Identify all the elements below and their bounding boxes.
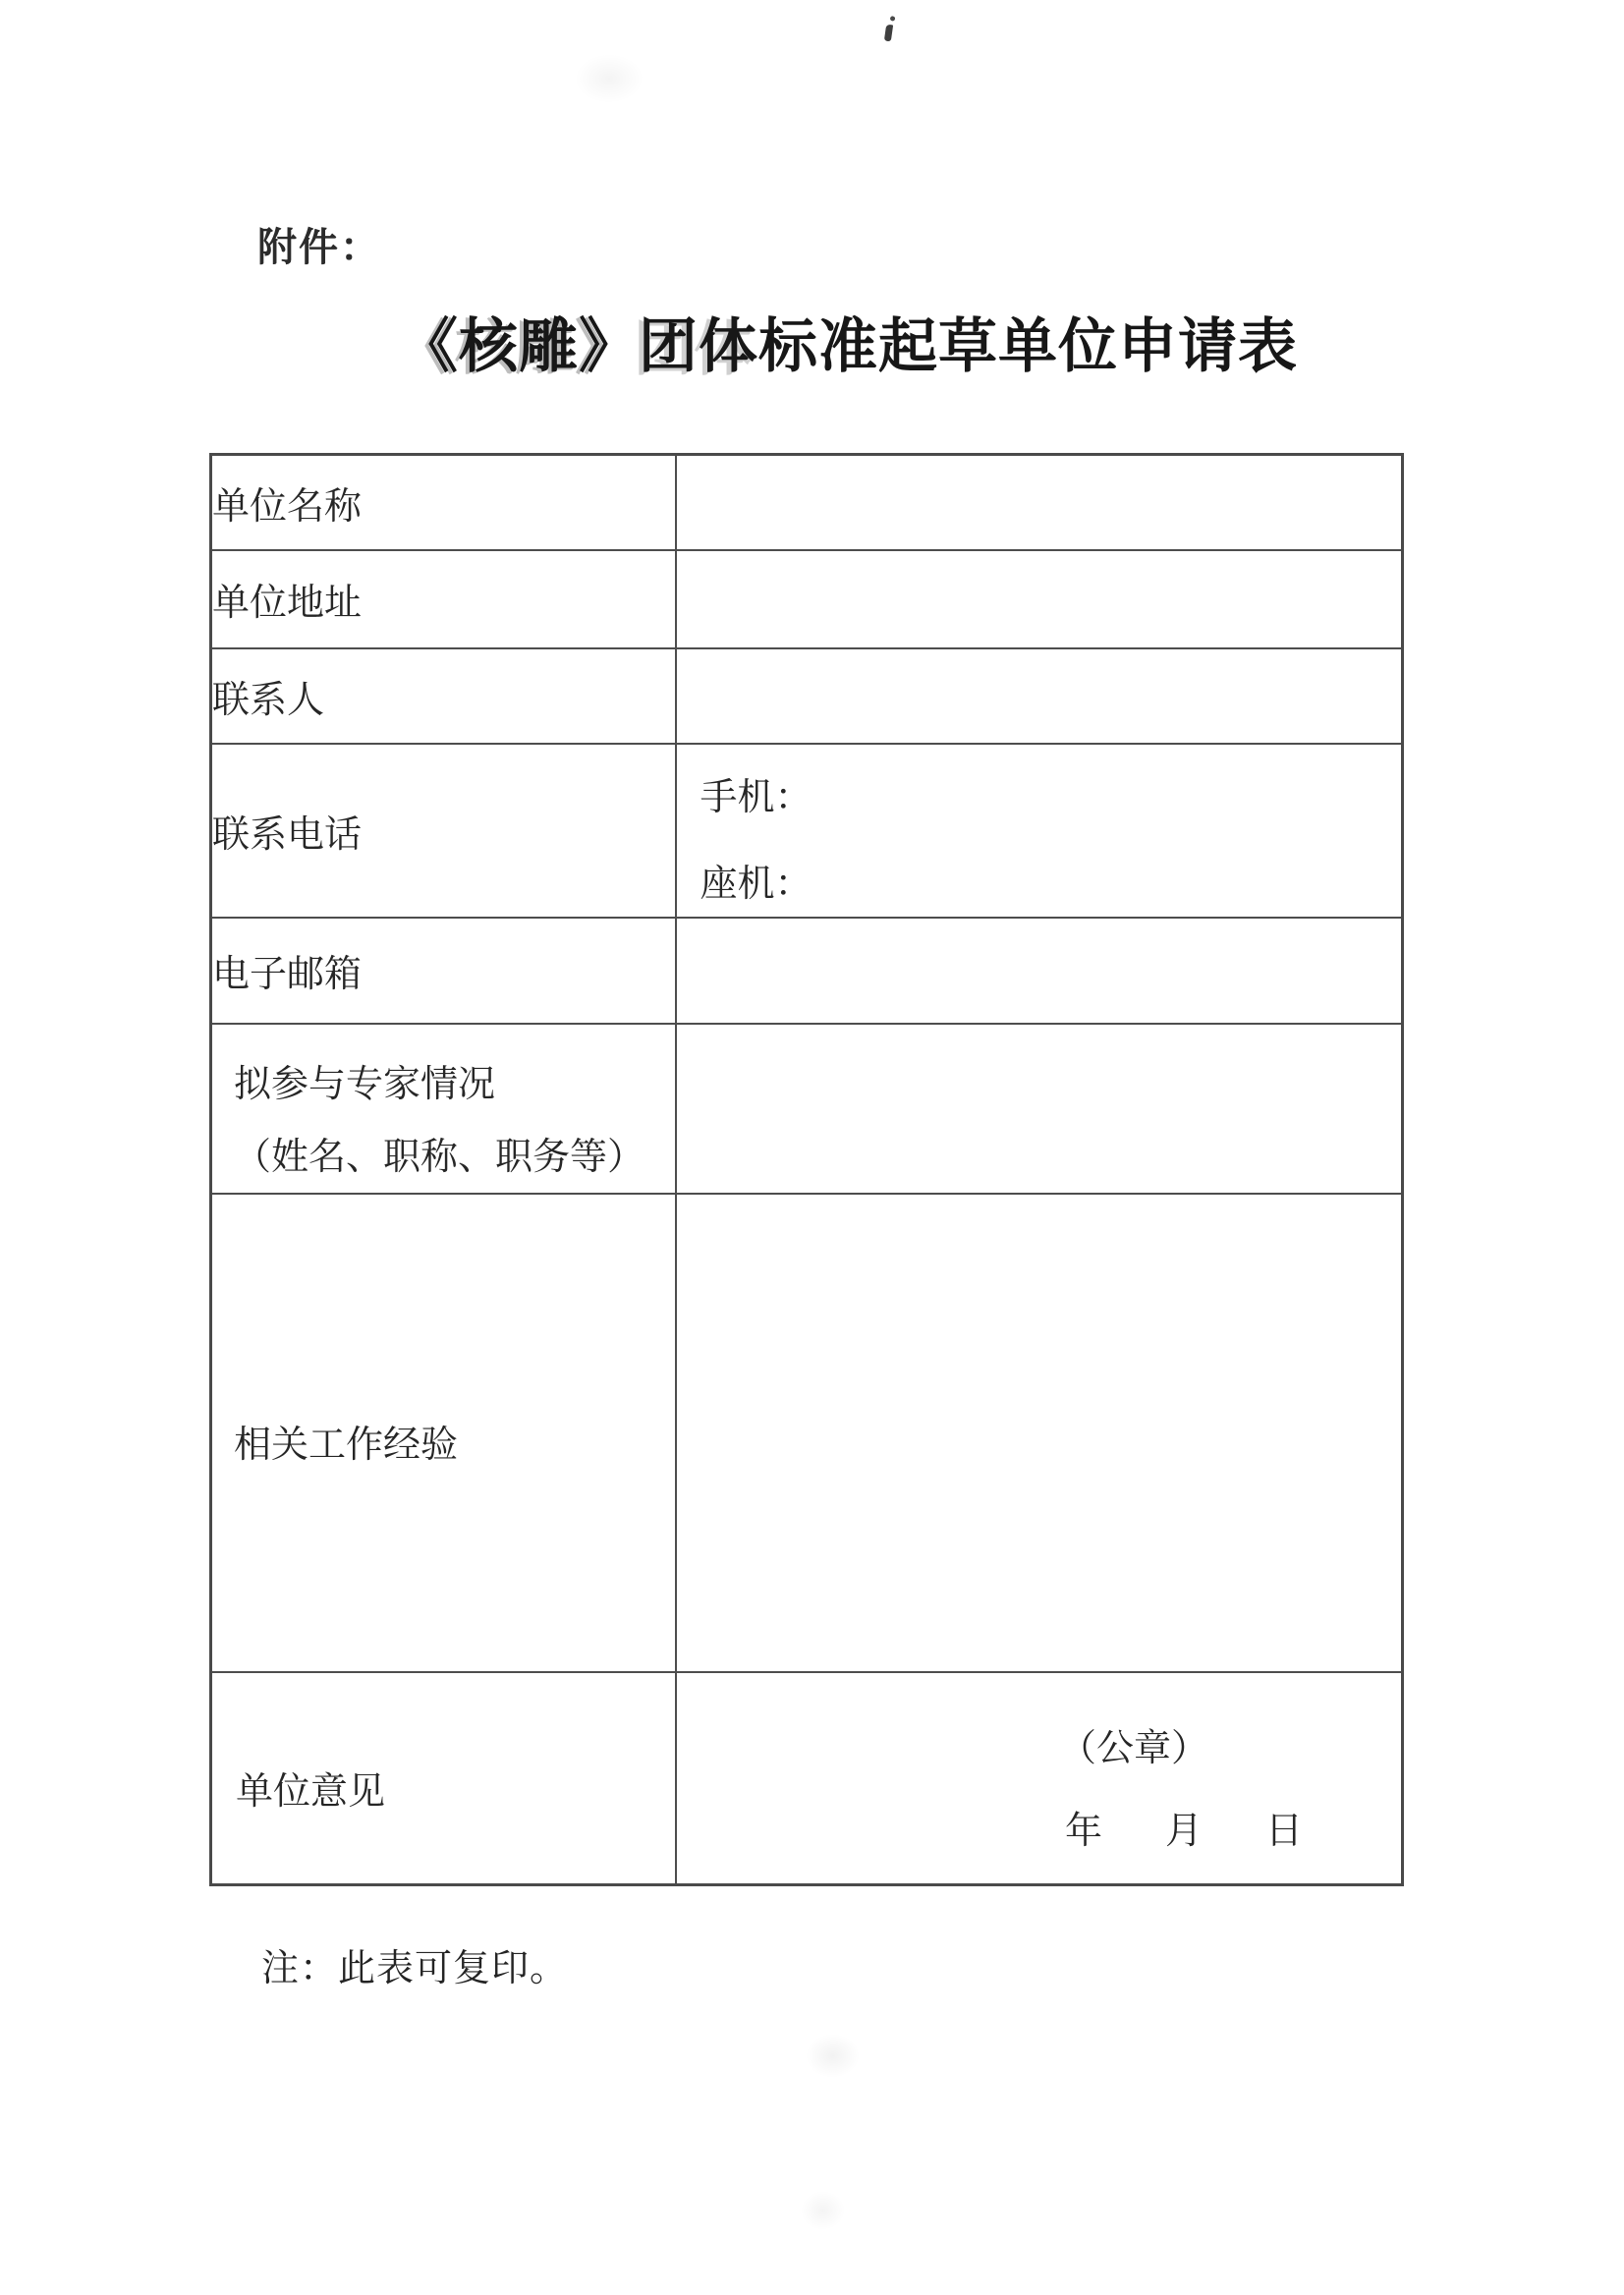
field-label-email: 电子邮箱 <box>211 918 676 1024</box>
mobile-phone-label: 手机： <box>700 777 812 818</box>
field-value-contact-person <box>676 648 1403 744</box>
date-month-label: 月 <box>1164 1811 1203 1853</box>
field-value-contact-phone <box>676 744 1403 918</box>
date-placeholder <box>677 1769 1402 1852</box>
scan-smudge <box>806 2034 860 2078</box>
row-work-experience <box>211 1194 1403 1672</box>
form-title-bracketed: 《核雕》 <box>399 314 639 379</box>
note-text: 注：此表可复印。 <box>261 1948 569 1989</box>
field-label-contact-person: 联系人 <box>211 648 676 744</box>
field-value-work-experience <box>676 1194 1403 1672</box>
field-value-unit-address <box>676 550 1403 648</box>
ink-speck <box>884 25 893 42</box>
field-label-experts <box>211 1024 676 1194</box>
row-unit-opinion <box>211 1672 1403 1885</box>
row-experts <box>211 1024 1403 1194</box>
attachment-label: 附件： <box>257 226 381 269</box>
field-label-contact-phone: 联系电话 <box>211 744 676 918</box>
experts-label-line1: 拟参与专家情况 <box>234 1064 496 1105</box>
date-year-label: 年 <box>1064 1811 1102 1853</box>
work-experience-label: 相关工作经验 <box>234 1425 459 1466</box>
form-title <box>399 310 1298 384</box>
experts-label-line2: （姓名、职称、职务等） <box>234 1137 645 1178</box>
field-value-unit-name <box>676 455 1403 550</box>
unit-opinion-label: 单位意见 <box>236 1770 386 1813</box>
form-title-ghost: 团体 <box>639 314 758 379</box>
field-label-work-experience <box>211 1194 676 1672</box>
date-day-label: 日 <box>1264 1811 1303 1853</box>
row-unit-address <box>211 550 1403 648</box>
row-unit-name <box>211 455 1403 550</box>
row-email <box>211 918 1403 1024</box>
official-seal-placeholder: （公章） <box>1058 1728 1208 1770</box>
row-contact-phone <box>211 744 1403 918</box>
landline-phone-label: 座机： <box>700 864 812 905</box>
row-contact-person <box>211 648 1403 744</box>
field-value-experts <box>676 1024 1403 1194</box>
field-value-email <box>676 918 1403 1024</box>
scan-smudge <box>801 2191 845 2230</box>
form-title-rest: 标准起草单位申请表 <box>758 314 1298 379</box>
field-label-unit-opinion <box>211 1672 676 1885</box>
scan-smudge <box>575 54 644 103</box>
field-label-unit-address: 单位地址 <box>211 550 676 648</box>
application-form-table <box>209 453 1404 1886</box>
field-value-unit-opinion <box>676 1672 1403 1885</box>
field-label-unit-name: 单位名称 <box>211 455 676 550</box>
